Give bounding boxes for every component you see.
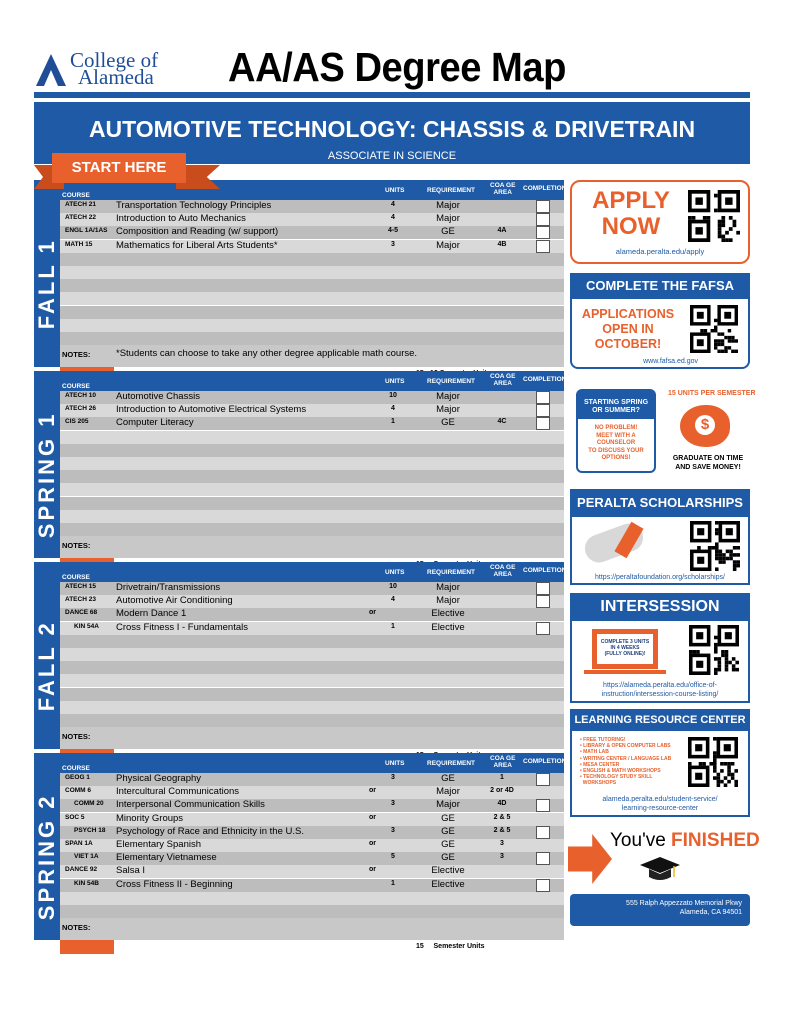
- course-title: Introduction to Automotive Electrical Systems: [116, 404, 307, 416]
- starting-spring-message: NO PROBLEM! MEET WITH A COUNSELOR TO DISCUSS YOUR OPTIONS!: [588, 425, 644, 461]
- course-title: Drivetrain/Transmissions: [116, 582, 221, 593]
- empty-row: [60, 905, 564, 918]
- lrc-service-item: • MATH LAB: [580, 749, 609, 756]
- course-coa-area: 4C: [497, 418, 507, 426]
- apply-url[interactable]: alameda.peralta.edu/apply: [615, 247, 705, 256]
- qr-code-icon: [686, 190, 742, 242]
- course-coa-area: 3: [500, 853, 504, 861]
- course-code: PSYCH 18: [74, 826, 106, 834]
- units-per-semester: 15 UNITS PER SEMESTER: [668, 390, 756, 397]
- course-title: Transportation Technology Principles: [116, 200, 272, 211]
- qr-code-icon: [688, 625, 740, 675]
- course-units: 3: [391, 240, 395, 248]
- col-course: COURSE: [62, 192, 90, 199]
- course-rows: [60, 582, 564, 727]
- course-code: GEOG 1: [65, 774, 90, 781]
- course-units: 1: [391, 879, 395, 887]
- notes-label: NOTES:: [62, 732, 91, 742]
- course-coa-area: 2 or 4D: [490, 787, 514, 795]
- course-units: 1: [391, 622, 395, 630]
- empty-row: [60, 470, 564, 483]
- empty-row: [60, 279, 564, 292]
- laptop-icon: [592, 629, 658, 669]
- empty-row: [60, 457, 564, 470]
- completion-checkbox[interactable]: [536, 200, 550, 213]
- col-requirement: REQUIREMENT: [427, 378, 476, 385]
- completion-checkbox[interactable]: [536, 240, 550, 253]
- course-row: [60, 582, 564, 595]
- fafsa-message: APPLICATIONS OPEN IN OCTOBER!: [581, 307, 675, 351]
- notes-row: [60, 345, 564, 367]
- notes-text: *Students can choose to take any other degree applicable math course.: [116, 348, 418, 360]
- empty-row: [60, 483, 564, 496]
- notes-label: NOTES:: [62, 350, 91, 360]
- course-units: or: [369, 787, 376, 795]
- empty-row: [60, 444, 564, 457]
- scholarships-heading: PERALTA SCHOLARSHIPS: [570, 489, 750, 517]
- course-coa-area: 1: [500, 774, 504, 781]
- course-row: [60, 773, 564, 786]
- course-row: [60, 595, 564, 608]
- qr-code-icon: [686, 737, 740, 787]
- course-units: or: [369, 813, 376, 821]
- notes-row: [60, 918, 564, 940]
- col-course: COURSE: [62, 574, 90, 581]
- course-code: DANCE 68: [65, 609, 98, 617]
- table-header: [60, 562, 567, 582]
- course-units: 5: [391, 853, 395, 861]
- notes-label: NOTES:: [62, 923, 91, 933]
- fafsa-card[interactable]: [570, 299, 750, 369]
- apply-now-heading: APPLY NOW: [592, 187, 670, 240]
- col-units: UNITS: [385, 569, 405, 576]
- course-title: Salsa I: [116, 865, 146, 877]
- laptop-base: [584, 670, 666, 674]
- lrc-service-item: • FREE TUTORING!: [580, 737, 626, 743]
- course-code: COMM 20: [74, 800, 104, 808]
- college-address: 555 Ralph Appezzato Memorial Pkwy Alameda, CA 94501: [570, 894, 750, 926]
- lrc-service-item: WORKSHOPS: [580, 780, 617, 787]
- course-code: COMM 6: [65, 787, 91, 795]
- semester-block: [34, 180, 567, 387]
- logo-text: College of Alameda: [70, 48, 159, 89]
- course-code: SOC 5: [65, 813, 85, 821]
- col-completion: COMPLETION: [523, 376, 567, 383]
- course-units: 3: [391, 800, 395, 808]
- table-header: [60, 371, 567, 391]
- col-coa-ge-area: COA GE AREA: [490, 755, 516, 769]
- course-requirement: Major: [436, 404, 460, 416]
- col-coa-ge-area: COA GE AREA: [490, 182, 516, 196]
- empty-row: [60, 510, 564, 523]
- course-code: MATH 15: [65, 240, 93, 248]
- empty-row: [60, 892, 564, 905]
- course-rows: [60, 773, 564, 918]
- semester-block: [34, 371, 567, 578]
- semester-units-total: 15 Semester Units: [416, 943, 485, 951]
- lrc-service-item: • LIBRARY & OPEN COMPUTER LABS: [580, 743, 671, 750]
- course-title: Modern Dance 1: [116, 608, 187, 620]
- course-coa-area: 4D: [497, 800, 507, 808]
- course-requirement: GE: [441, 812, 455, 824]
- contact-row: [749, 44, 791, 57]
- course-units: or: [369, 609, 376, 617]
- empty-row: [60, 292, 564, 305]
- course-requirement: Major: [436, 239, 460, 251]
- course-code: ATECH 10: [65, 392, 96, 399]
- course-title: Elementary Spanish: [116, 839, 202, 850]
- lrc-card[interactable]: [570, 731, 750, 817]
- graduation-cap-icon: [640, 855, 680, 885]
- course-title: Cross Fitness I - Fundamentals: [116, 621, 248, 633]
- course-code: ATECH 22: [65, 214, 96, 222]
- semester-name: FALL 2: [34, 620, 59, 712]
- college-logo: [34, 48, 184, 92]
- col-units: UNITS: [385, 187, 405, 194]
- col-requirement: REQUIREMENT: [427, 760, 476, 767]
- arrow-right-icon: [568, 834, 612, 884]
- course-title: Introduction to Auto Mechanics: [116, 213, 246, 225]
- course-requirement: GE: [441, 226, 455, 238]
- col-completion: COMPLETION: [523, 185, 567, 192]
- semester-name: FALL 1: [34, 238, 59, 330]
- course-requirement: GE: [441, 773, 455, 784]
- completion-checkbox[interactable]: [536, 826, 550, 839]
- empty-row: [60, 701, 564, 714]
- course-coa-area: 2 & 5: [493, 826, 511, 834]
- semester-tab: [60, 940, 114, 954]
- starting-spring-card: [576, 389, 656, 473]
- table-header: [60, 753, 567, 773]
- course-requirement: GE: [441, 825, 455, 837]
- course-row: [60, 865, 564, 878]
- apply-now-card[interactable]: [570, 180, 750, 264]
- completion-checkbox[interactable]: [536, 799, 550, 812]
- empty-row: [60, 523, 564, 536]
- course-title: Elementary Vietnamese: [116, 852, 217, 864]
- empty-row: [60, 635, 564, 648]
- college-logo-icon: [34, 52, 68, 88]
- lrc-url[interactable]: alameda.peralta.edu/student-service/ learning-resource-center: [602, 796, 718, 812]
- course-units: 4: [391, 405, 395, 413]
- empty-row: [60, 661, 564, 674]
- course-code: CIS 205: [65, 418, 89, 426]
- completion-checkbox[interactable]: [536, 391, 550, 404]
- course-code: ATECH 23: [65, 596, 96, 604]
- course-code: VIET 1A: [74, 853, 99, 861]
- empty-row: [60, 648, 564, 661]
- fafsa-heading: COMPLETE THE FAFSA: [570, 273, 750, 299]
- degree-type: ASSOCIATE IN SCIENCE: [327, 150, 457, 162]
- course-requirement: Elective: [431, 865, 465, 877]
- program-title: AUTOMOTIVE TECHNOLOGY: CHASSIS & DRIVETRAIN: [88, 116, 696, 142]
- col-coa-ge-area: COA GE AREA: [490, 564, 516, 578]
- completion-checkbox[interactable]: [536, 213, 550, 226]
- course-rows: [60, 391, 564, 536]
- course-row: [60, 200, 564, 213]
- course-title: Interpersonal Communication Skills: [116, 799, 265, 811]
- course-requirement: Major: [436, 213, 460, 225]
- graduate-on-time-note: GRADUATE ON TIME AND SAVE MONEY!: [672, 455, 744, 471]
- course-units: 4: [391, 596, 395, 604]
- course-requirement: Major: [436, 786, 460, 798]
- course-requirement: Major: [436, 391, 460, 402]
- course-code: ENGL 1A/1AS: [65, 227, 108, 235]
- completion-checkbox[interactable]: [536, 852, 550, 865]
- col-units: UNITS: [385, 378, 405, 385]
- col-course: COURSE: [62, 383, 90, 390]
- course-requirement: Elective: [431, 621, 465, 633]
- col-completion: COMPLETION: [523, 567, 567, 574]
- course-requirement: Major: [436, 595, 460, 607]
- course-coa-area: 4A: [497, 227, 507, 235]
- course-units: 10: [389, 583, 397, 590]
- lrc-service-item: • WRITING CENTER / LANGUAGE LAB: [580, 755, 672, 762]
- semester-block: [34, 562, 567, 769]
- qr-code-icon: [688, 521, 742, 571]
- dollar-coin-icon: $: [695, 415, 715, 435]
- course-code: ATECH 21: [65, 201, 96, 208]
- semester-name: SPRING 2: [34, 793, 59, 920]
- course-requirement: Elective: [431, 878, 465, 890]
- course-units: or: [369, 866, 376, 874]
- course-row: [60, 404, 564, 417]
- course-requirement: GE: [441, 839, 455, 850]
- course-units: 1: [391, 418, 395, 426]
- col-requirement: REQUIREMENT: [427, 569, 476, 576]
- course-row: [60, 240, 564, 253]
- completion-checkbox[interactable]: [536, 226, 550, 239]
- course-code: ATECH 26: [65, 405, 96, 413]
- intersession-heading: INTERSESSION: [570, 593, 750, 621]
- course-requirement: GE: [441, 852, 455, 864]
- course-row: [60, 826, 564, 839]
- empty-row: [60, 431, 564, 444]
- semester-block: [34, 753, 567, 960]
- header-rule: [34, 92, 750, 98]
- col-completion: COMPLETION: [523, 758, 567, 765]
- lrc-service-item: • MESA CENTER: [580, 761, 620, 768]
- laptop-screen-text: COMPLETE 3 UNITS IN 4 WEEKS (FULLY ONLINE)!: [597, 634, 653, 664]
- col-requirement: REQUIREMENT: [427, 187, 476, 194]
- page-title: AA/AS Degree Map: [228, 44, 566, 90]
- starting-spring-heading: STARTING SPRING OR SUMMER?: [578, 391, 654, 419]
- course-coa-area: 4B: [497, 240, 507, 248]
- lrc-service-item: • TECHNOLOGY STUDY SKILL: [580, 774, 653, 781]
- course-row: [60, 226, 564, 239]
- course-row: [60, 608, 564, 621]
- course-title: Automotive Chassis: [116, 391, 200, 402]
- empty-row: [60, 688, 564, 701]
- completion-checkbox[interactable]: [536, 582, 550, 595]
- lrc-service-item: • ENGLISH & MATH WORKSHOPS: [580, 768, 661, 775]
- course-row: [60, 852, 564, 865]
- finished-message: You've FINISHED: [610, 830, 760, 851]
- course-row: [60, 391, 564, 404]
- col-coa-ge-area: COA GE AREA: [490, 373, 516, 387]
- completion-checkbox[interactable]: [536, 879, 550, 892]
- completion-checkbox[interactable]: [536, 773, 550, 786]
- course-row: [60, 799, 564, 812]
- course-row: [60, 417, 564, 430]
- course-units: 4-5: [387, 227, 399, 235]
- empty-row: [60, 332, 564, 345]
- lrc-heading: LEARNING RESOURCE CENTER: [570, 709, 750, 731]
- course-requirement: GE: [441, 417, 455, 429]
- notes-row: [60, 536, 564, 558]
- intersession-url[interactable]: https://alameda.peralta.edu/office-of- instruction/intersession-course-listing/: [601, 682, 719, 698]
- empty-row: [60, 319, 564, 332]
- course-row: [60, 213, 564, 226]
- course-title: Intercultural Communications: [116, 786, 240, 798]
- completion-checkbox[interactable]: [536, 595, 550, 608]
- course-units: 10: [389, 392, 397, 399]
- course-code: DANCE 92: [65, 866, 98, 874]
- course-coa-area: 3: [500, 840, 504, 847]
- scholarships-card[interactable]: [570, 517, 750, 585]
- course-title: Physical Geography: [116, 773, 202, 784]
- course-requirement: Major: [436, 200, 460, 211]
- course-row: [60, 813, 564, 826]
- course-code: ATECH 15: [65, 583, 96, 590]
- course-units: or: [369, 840, 376, 847]
- empty-row: [60, 306, 564, 319]
- course-rows: [60, 200, 564, 345]
- course-title: Computer Literacy: [116, 417, 194, 429]
- intersession-card[interactable]: [570, 621, 750, 703]
- notes-row: [60, 727, 564, 749]
- start-here-ribbon: START HERE: [52, 153, 186, 183]
- course-title: Automotive Air Conditioning: [116, 595, 233, 607]
- course-title: Cross Fitness II - Beginning: [116, 878, 233, 890]
- course-requirement: Major: [436, 799, 460, 811]
- empty-row: [60, 497, 564, 510]
- course-units: 3: [391, 826, 395, 834]
- empty-row: [60, 253, 564, 266]
- course-coa-area: 2 & 5: [493, 813, 511, 821]
- course-title: Composition and Reading (w/ support): [116, 226, 279, 238]
- scholarships-url[interactable]: https://peraltafoundation.org/scholarships/: [595, 574, 725, 581]
- course-code: SPAN 1A: [65, 840, 93, 847]
- qr-code-icon: [688, 305, 740, 353]
- course-row: [60, 879, 564, 892]
- course-units: 4: [391, 201, 395, 208]
- completion-checkbox[interactable]: [536, 622, 550, 635]
- course-row: [60, 786, 564, 799]
- course-row: [60, 622, 564, 635]
- course-title: Psychology of Race and Ethnicity in the U.S.: [116, 825, 304, 837]
- completion-checkbox[interactable]: [536, 417, 550, 430]
- course-title: Minority Groups: [116, 812, 184, 824]
- empty-row: [60, 674, 564, 687]
- fafsa-url[interactable]: www.fafsa.ed.gov: [643, 358, 698, 365]
- empty-row: [60, 714, 564, 727]
- lrc-services-list: [580, 737, 690, 787]
- col-units: UNITS: [385, 760, 405, 767]
- course-requirement: Elective: [431, 608, 465, 620]
- completion-checkbox[interactable]: [536, 404, 550, 417]
- empty-row: [60, 266, 564, 279]
- course-title: Mathematics for Liberal Arts Students*: [116, 239, 278, 251]
- course-code: KIN 54A: [74, 622, 99, 630]
- course-units: 3: [391, 774, 395, 781]
- table-header: [60, 180, 567, 200]
- semester-name: SPRING 1: [34, 411, 59, 538]
- piggy-bank-icon: [680, 405, 730, 447]
- notes-label: NOTES:: [62, 541, 91, 551]
- course-row: [60, 839, 564, 852]
- col-course: COURSE: [62, 765, 90, 772]
- course-units: 4: [391, 214, 395, 222]
- course-requirement: Major: [436, 582, 460, 593]
- course-code: KIN 54B: [74, 879, 99, 887]
